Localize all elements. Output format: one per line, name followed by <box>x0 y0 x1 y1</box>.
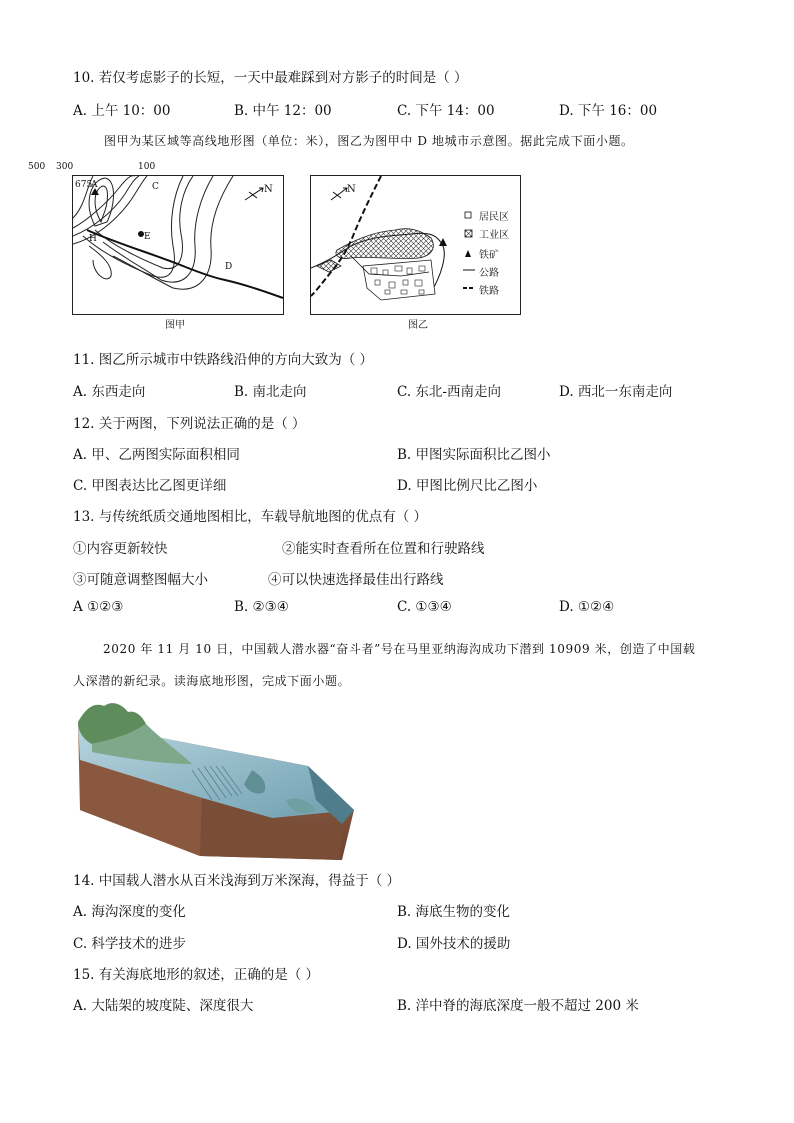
point-d-label: D <box>225 262 233 272</box>
q13-item-2: ②能实时查看所在位置和行驶路线 <box>282 541 485 557</box>
north-label-yi: N <box>347 184 356 195</box>
legend-road: 公路 <box>479 268 499 279</box>
legend-industrial: 工业区 <box>479 230 509 241</box>
point-e-label: E <box>144 232 151 242</box>
q13-option-c: C. ①③④ <box>397 599 452 615</box>
legend-iron-mine: 铁矿 <box>479 250 499 261</box>
q10-option-c: C. 下午 14：00 <box>397 103 495 119</box>
q11-stem: 11. 图乙所示城市中铁路线沿伸的方向大致为（ ） <box>73 352 374 368</box>
caption-jia: 图甲 <box>165 320 185 331</box>
q11-option-d: D. 西北一东南走向 <box>559 384 673 400</box>
q11-option-c: C. 东北-西南走向 <box>397 384 501 400</box>
seafloor-block-diagram <box>72 700 358 860</box>
legend-residential: 居民区 <box>479 212 509 223</box>
q10-stem: 10. 若仅考虑影子的长短，一天中最难踩到对方影子的时间是（ ） <box>73 70 468 86</box>
north-label-jia: N <box>264 184 273 195</box>
q15-option-b: B. 洋中脊的海底深度一般不超过 200 米 <box>397 998 639 1014</box>
q14-option-d: D. 国外技术的援助 <box>397 936 511 952</box>
intro-deep-sea-line2: 人深潜的新纪录。读海底地形图，完成下面小题。 <box>73 674 351 688</box>
q10-option-b: B. 中午 12：00 <box>234 103 332 119</box>
q10-option-d: D. 下午 16：00 <box>559 103 658 119</box>
intro-maps: 图甲为某区域等高线地形图（单位：米），图乙为图甲中 D 地城市示意图。据此完成下面小题。 <box>104 134 634 148</box>
contour-map-jia <box>72 175 284 315</box>
q14-option-c: C. 科学技术的进步 <box>73 936 186 952</box>
q10-option-a: A. 上午 10：00 <box>73 103 171 119</box>
q12-option-a: A. 甲、乙两图实际面积相同 <box>73 447 240 463</box>
legend-residential-icon <box>465 212 471 218</box>
city-map-yi <box>310 175 521 315</box>
point-h-label: H <box>89 234 97 244</box>
contour-lines <box>73 176 283 314</box>
q13-option-a: A ①②③ <box>73 599 124 615</box>
legend-mine-icon <box>465 250 471 257</box>
q13-item-4: ④可以快速选择最佳出行路线 <box>268 572 444 588</box>
q13-stem: 13. 与传统纸质交通地图相比，车载导航地图的优点有（ ） <box>73 509 428 525</box>
elevation-label: 675 <box>75 180 93 190</box>
contour-label-100: 100 <box>138 162 156 172</box>
q15-option-a: A. 大陆架的坡度陡、深度很大 <box>73 998 254 1014</box>
point-c-label: C <box>152 182 159 192</box>
q11-option-b: B. 南北走向 <box>234 384 307 400</box>
caption-yi: 图乙 <box>408 320 428 331</box>
legend-industrial-icon <box>465 230 472 237</box>
contour-label-500: 500 <box>28 162 46 172</box>
point-a-label: A <box>91 180 98 190</box>
q14-option-a: A. 海沟深度的变化 <box>73 904 186 920</box>
q13-item-1: ①内容更新较快 <box>73 541 168 557</box>
q13-option-b: B. ②③④ <box>234 599 289 615</box>
legend-railway: 铁路 <box>479 286 499 297</box>
q11-option-a: A. 东西走向 <box>73 384 146 400</box>
q12-stem: 12. 关于两图，下列说法正确的是（ ） <box>73 416 306 432</box>
q15-stem: 15. 有关海底地形的叙述，正确的是（ ） <box>73 967 320 983</box>
q14-option-b: B. 海底生物的变化 <box>397 904 511 920</box>
q14-stem: 14. 中国载人潜水从百米浅海到万米深海，得益于（ ） <box>73 873 401 889</box>
q12-option-c: C. 甲图表达比乙图更详细 <box>73 478 227 494</box>
q12-option-b: B. 甲图实际面积比乙图小 <box>397 447 551 463</box>
q13-option-d: D. ①②④ <box>559 599 615 615</box>
q13-item-3: ③可随意调整图幅大小 <box>73 572 208 588</box>
q12-option-d: D. 甲图比例尺比乙图小 <box>397 478 538 494</box>
intro-deep-sea-line1: 2020 年 11 月 10 日，中国载人潜水器“奋斗者”号在马里亚纳海沟成功下潜到 10909 米，创造了中国载 <box>103 642 696 656</box>
contour-label-300: 300 <box>56 162 74 172</box>
